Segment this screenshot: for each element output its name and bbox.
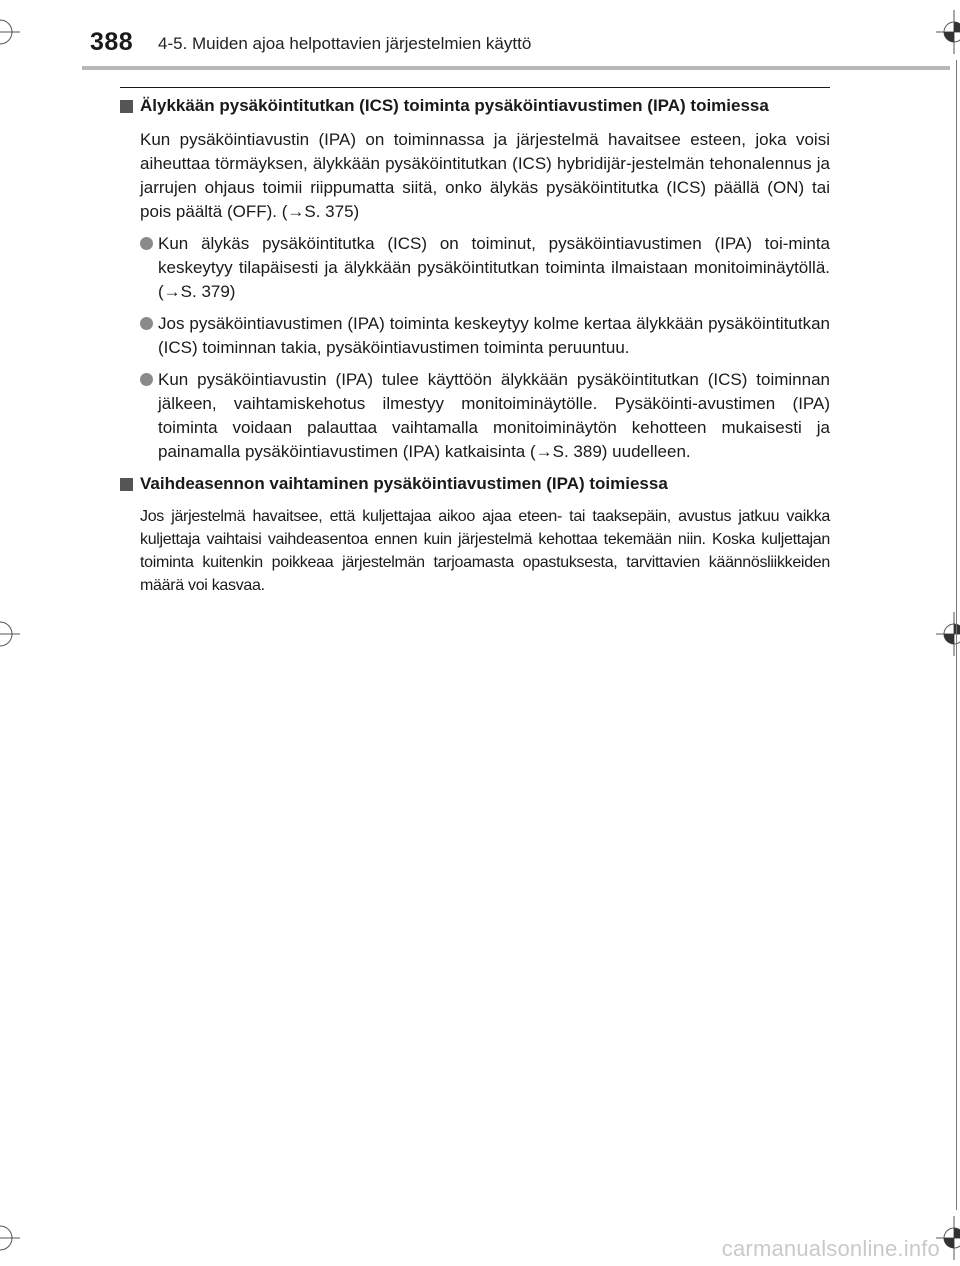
crosshair-registration-mark-icon [0,612,20,656]
list-item [158,232,830,304]
section-gear-change-during-ipa [120,472,830,597]
list-item [158,312,830,360]
crosshair-registration-mark-icon [934,10,960,54]
section-heading-text: Älykkään pysäköintitutkan (ICS) toiminta pysäköintiavustimen (IPA) toimiessa [140,96,769,115]
circle-bullet-icon [140,237,153,250]
crosshair-registration-mark-icon [0,14,20,50]
running-header: 4-5. Muiden ajoa helpottavien järjestelmien käyttö [158,34,532,53]
section-heading [120,94,830,118]
header-rule [82,66,950,70]
circle-bullet-icon [140,373,153,386]
page-number: 388 [90,28,134,56]
section-heading-text: Vaihdeasennon vaihtaminen pysäköintiavustimen (IPA) toimiessa [140,474,668,493]
watermark: carmanualsonline.info [721,1236,940,1261]
right-edge-rule [956,60,957,1210]
crosshair-registration-mark-icon [0,1220,20,1260]
section-paragraph: Kun pysäköintiavustin (IPA) on toiminnassa ja järjestelmä havaitsee esteen, joka voisi aiheuttaa törmäyksen, älykkään pysäköintitutkan (ICS) hybridijär-jestelmän tehonalennus ja jarrujen ohjaus toimii riippumatta siitä, onko älykäs pysäköintitutka (ICS) päällä (ON) tai pois päältä (OFF). (→S. 375) [140,130,830,221]
bullet-list [120,232,830,464]
list-item-text: Kun älykäs pysäköintitutka (ICS) on toiminut, pysäköintiavustimen (IPA) toi-minta keskeytyy tilapäisesti ja älykkään pysäköintitutkan toiminta ilmaistaan monitoiminäytöllä. (→S. 379) [158,234,830,301]
section-divider [120,87,830,88]
square-bullet-icon [120,478,133,491]
section-paragraph: Jos järjestelmä havaitsee, että kuljettajaa aikoo ajaa eteen- tai taaksepäin, avustus jatkuu vaikka kuljettaja vaihtaisi vaihdeasentoa ennen kuin järjestelmä kehottaa tekemään niin. Koska kuljettajan toiminta kuitenkin poikkeaa järjestelmän tarjoamasta opastuksesta, tarvittavien käännösliikkeiden määrä voi kasvaa. [140,508,830,594]
section-heading [120,472,830,496]
section-ics-during-ipa [120,94,830,464]
list-item-text: Kun pysäköintiavustin (IPA) tulee käyttöön älykkään pysäköintitutkan (ICS) toiminnan jälkeen, vaihtamiskehotus ilmestyy monitoiminäytölle. Pysäköinti-avustimen (IPA) toiminta voidaan palauttaa vaihtamalla monitoiminäytön kehotteen mukaisesti ja painamalla pysäköintiavustimen (IPA) katkaisinta (→S. 389) uudelleen. [158,370,830,461]
square-bullet-icon [120,100,133,113]
circle-bullet-icon [140,317,153,330]
list-item-text: Jos pysäköintiavustimen (IPA) toiminta keskeytyy kolme kertaa älykkään pysäköintitutkan (ICS) toiminnan takia, pysäköintiavustimen toiminta peruuntuu. [158,314,830,357]
list-item [158,368,830,464]
page-content [120,94,830,597]
